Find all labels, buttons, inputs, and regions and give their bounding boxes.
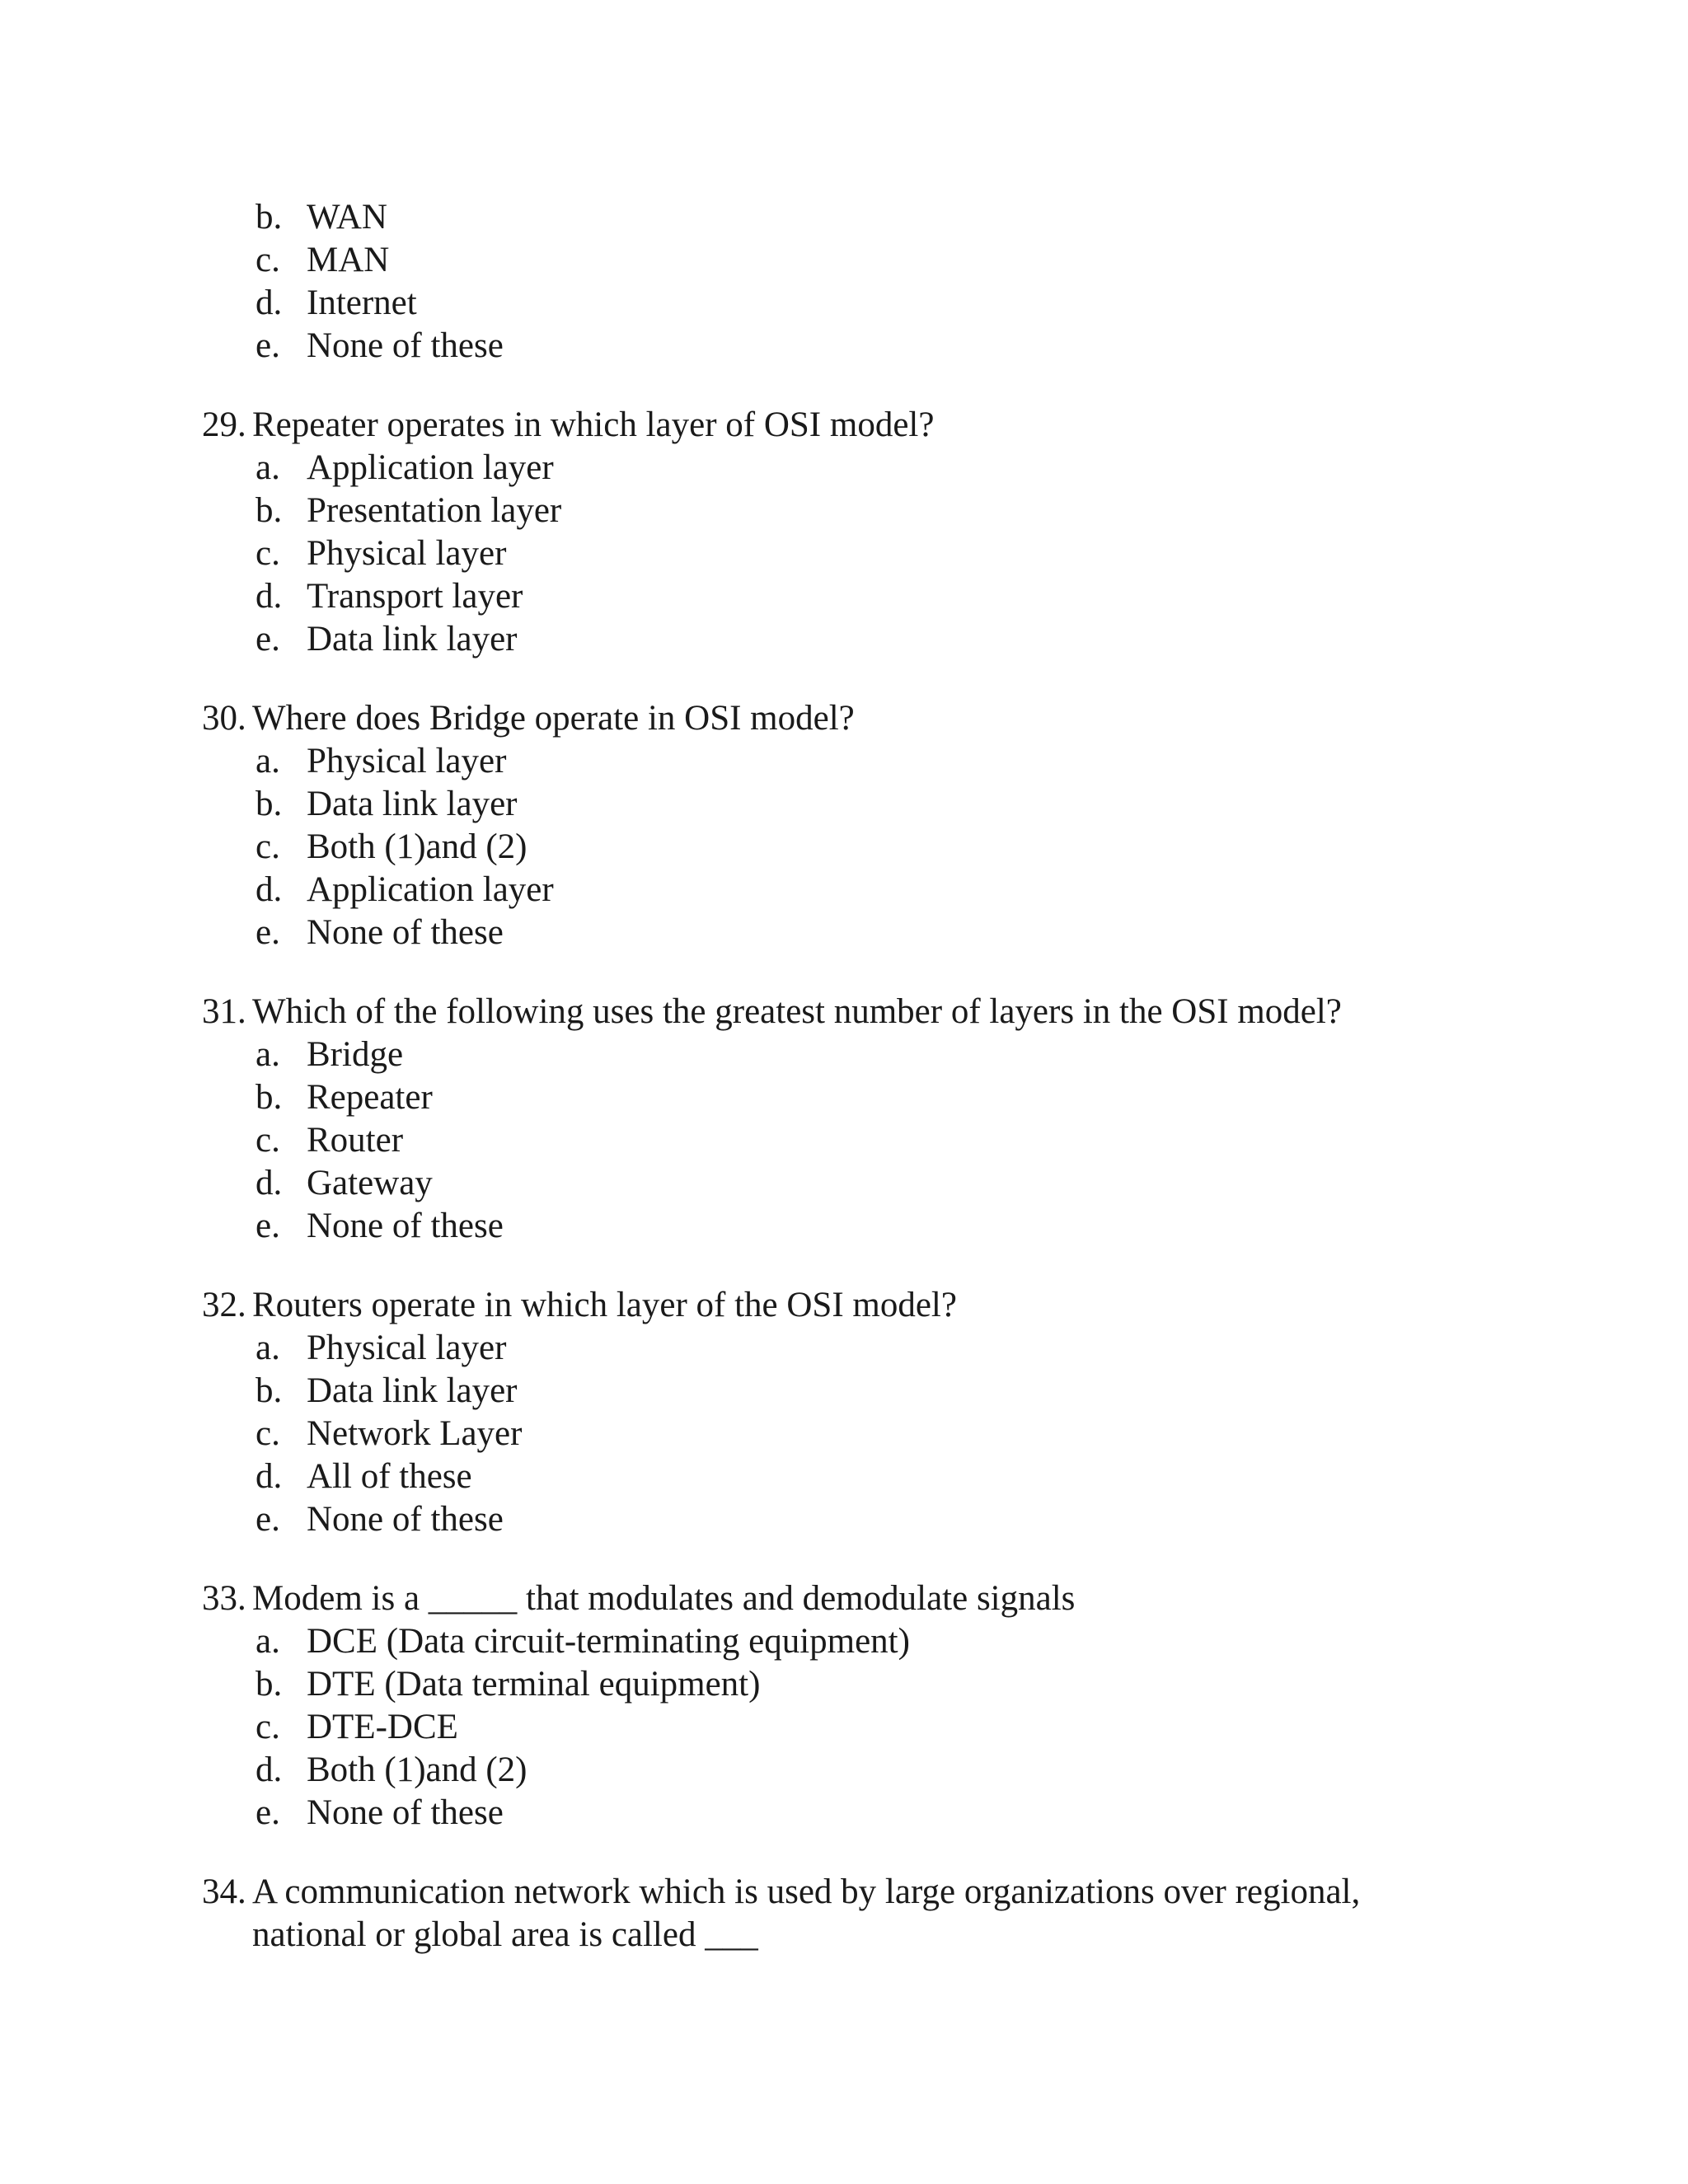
option-text: Presentation layer <box>307 491 562 530</box>
option-text: None of these <box>307 1793 504 1832</box>
option-letter: a. <box>256 1622 280 1661</box>
option-text: DCE (Data circuit-terminating equipment) <box>307 1622 910 1661</box>
option-letter: d. <box>256 870 283 909</box>
option-letter: e. <box>256 1500 280 1539</box>
option-letter: e. <box>256 913 280 952</box>
option-text: Application layer <box>307 448 554 487</box>
option-letter: e. <box>256 620 280 658</box>
option-text: MAN <box>307 241 390 279</box>
question-text: Where does Bridge operate in OSI model? <box>252 699 855 738</box>
option-letter: b. <box>256 785 283 823</box>
option-text: DTE (Data terminal equipment) <box>307 1665 761 1704</box>
option-text: Network Layer <box>307 1414 523 1453</box>
option-letter: e. <box>256 1793 280 1832</box>
option-text: None of these <box>307 1500 504 1539</box>
option-text: Internet <box>307 284 417 322</box>
option-letter: a. <box>256 742 280 780</box>
question-number: 29. <box>202 405 246 444</box>
option-text: None of these <box>307 913 504 952</box>
option-letter: c. <box>256 534 280 573</box>
option-text: Physical layer <box>307 742 507 780</box>
option-text: WAN <box>307 198 387 237</box>
option-letter: d. <box>256 1457 283 1496</box>
option-letter: a. <box>256 448 280 487</box>
option-text: Transport layer <box>307 577 523 616</box>
option-letter: a. <box>256 1329 280 1367</box>
option-letter: c. <box>256 241 280 279</box>
option-text: None of these <box>307 1207 504 1245</box>
question-number: 31. <box>202 992 246 1031</box>
option-letter: b. <box>256 198 283 237</box>
option-text: Physical layer <box>307 1329 507 1367</box>
option-letter: d. <box>256 1750 283 1789</box>
option-text: Router <box>307 1121 404 1160</box>
question-text: Routers operate in which layer of the OSI model? <box>252 1286 957 1324</box>
option-text: Gateway <box>307 1164 433 1202</box>
option-letter: e. <box>256 326 280 365</box>
option-letter: d. <box>256 577 283 616</box>
option-text: Data link layer <box>307 620 518 658</box>
option-letter: c. <box>256 827 280 866</box>
question-text: Which of the following uses the greatest number of layers in the OSI model? <box>252 992 1342 1031</box>
question-text: Modem is a _____ that modulates and demodulate signals <box>252 1579 1076 1618</box>
option-letter: b. <box>256 1665 283 1704</box>
option-text: Data link layer <box>307 785 518 823</box>
option-text: Application layer <box>307 870 554 909</box>
option-text: None of these <box>307 326 504 365</box>
option-text: Both (1)and (2) <box>307 1750 528 1789</box>
question-number: 30. <box>202 699 246 738</box>
question-number: 33. <box>202 1579 246 1618</box>
option-letter: d. <box>256 1164 283 1202</box>
question-text: Repeater operates in which layer of OSI model? <box>252 405 935 444</box>
question-number: 32. <box>202 1286 246 1324</box>
option-letter: c. <box>256 1414 280 1453</box>
question-text: A communication network which is used by large organizations over regional, <box>252 1872 1361 1911</box>
option-text: All of these <box>307 1457 472 1496</box>
option-letter: b. <box>256 491 283 530</box>
option-text: Repeater <box>307 1078 433 1117</box>
option-letter: c. <box>256 1708 280 1746</box>
option-text: Both (1)and (2) <box>307 827 528 866</box>
question-text: national or global area is called ___ <box>252 1915 758 1954</box>
option-text: Data link layer <box>307 1371 518 1410</box>
option-text: DTE-DCE <box>307 1708 458 1746</box>
option-letter: d. <box>256 284 283 322</box>
option-letter: b. <box>256 1371 283 1410</box>
question-number: 34. <box>202 1872 246 1911</box>
option-letter: b. <box>256 1078 283 1117</box>
option-text: Physical layer <box>307 534 507 573</box>
option-text: Bridge <box>307 1035 404 1074</box>
option-letter: e. <box>256 1207 280 1245</box>
option-letter: a. <box>256 1035 280 1074</box>
option-letter: c. <box>256 1121 280 1160</box>
